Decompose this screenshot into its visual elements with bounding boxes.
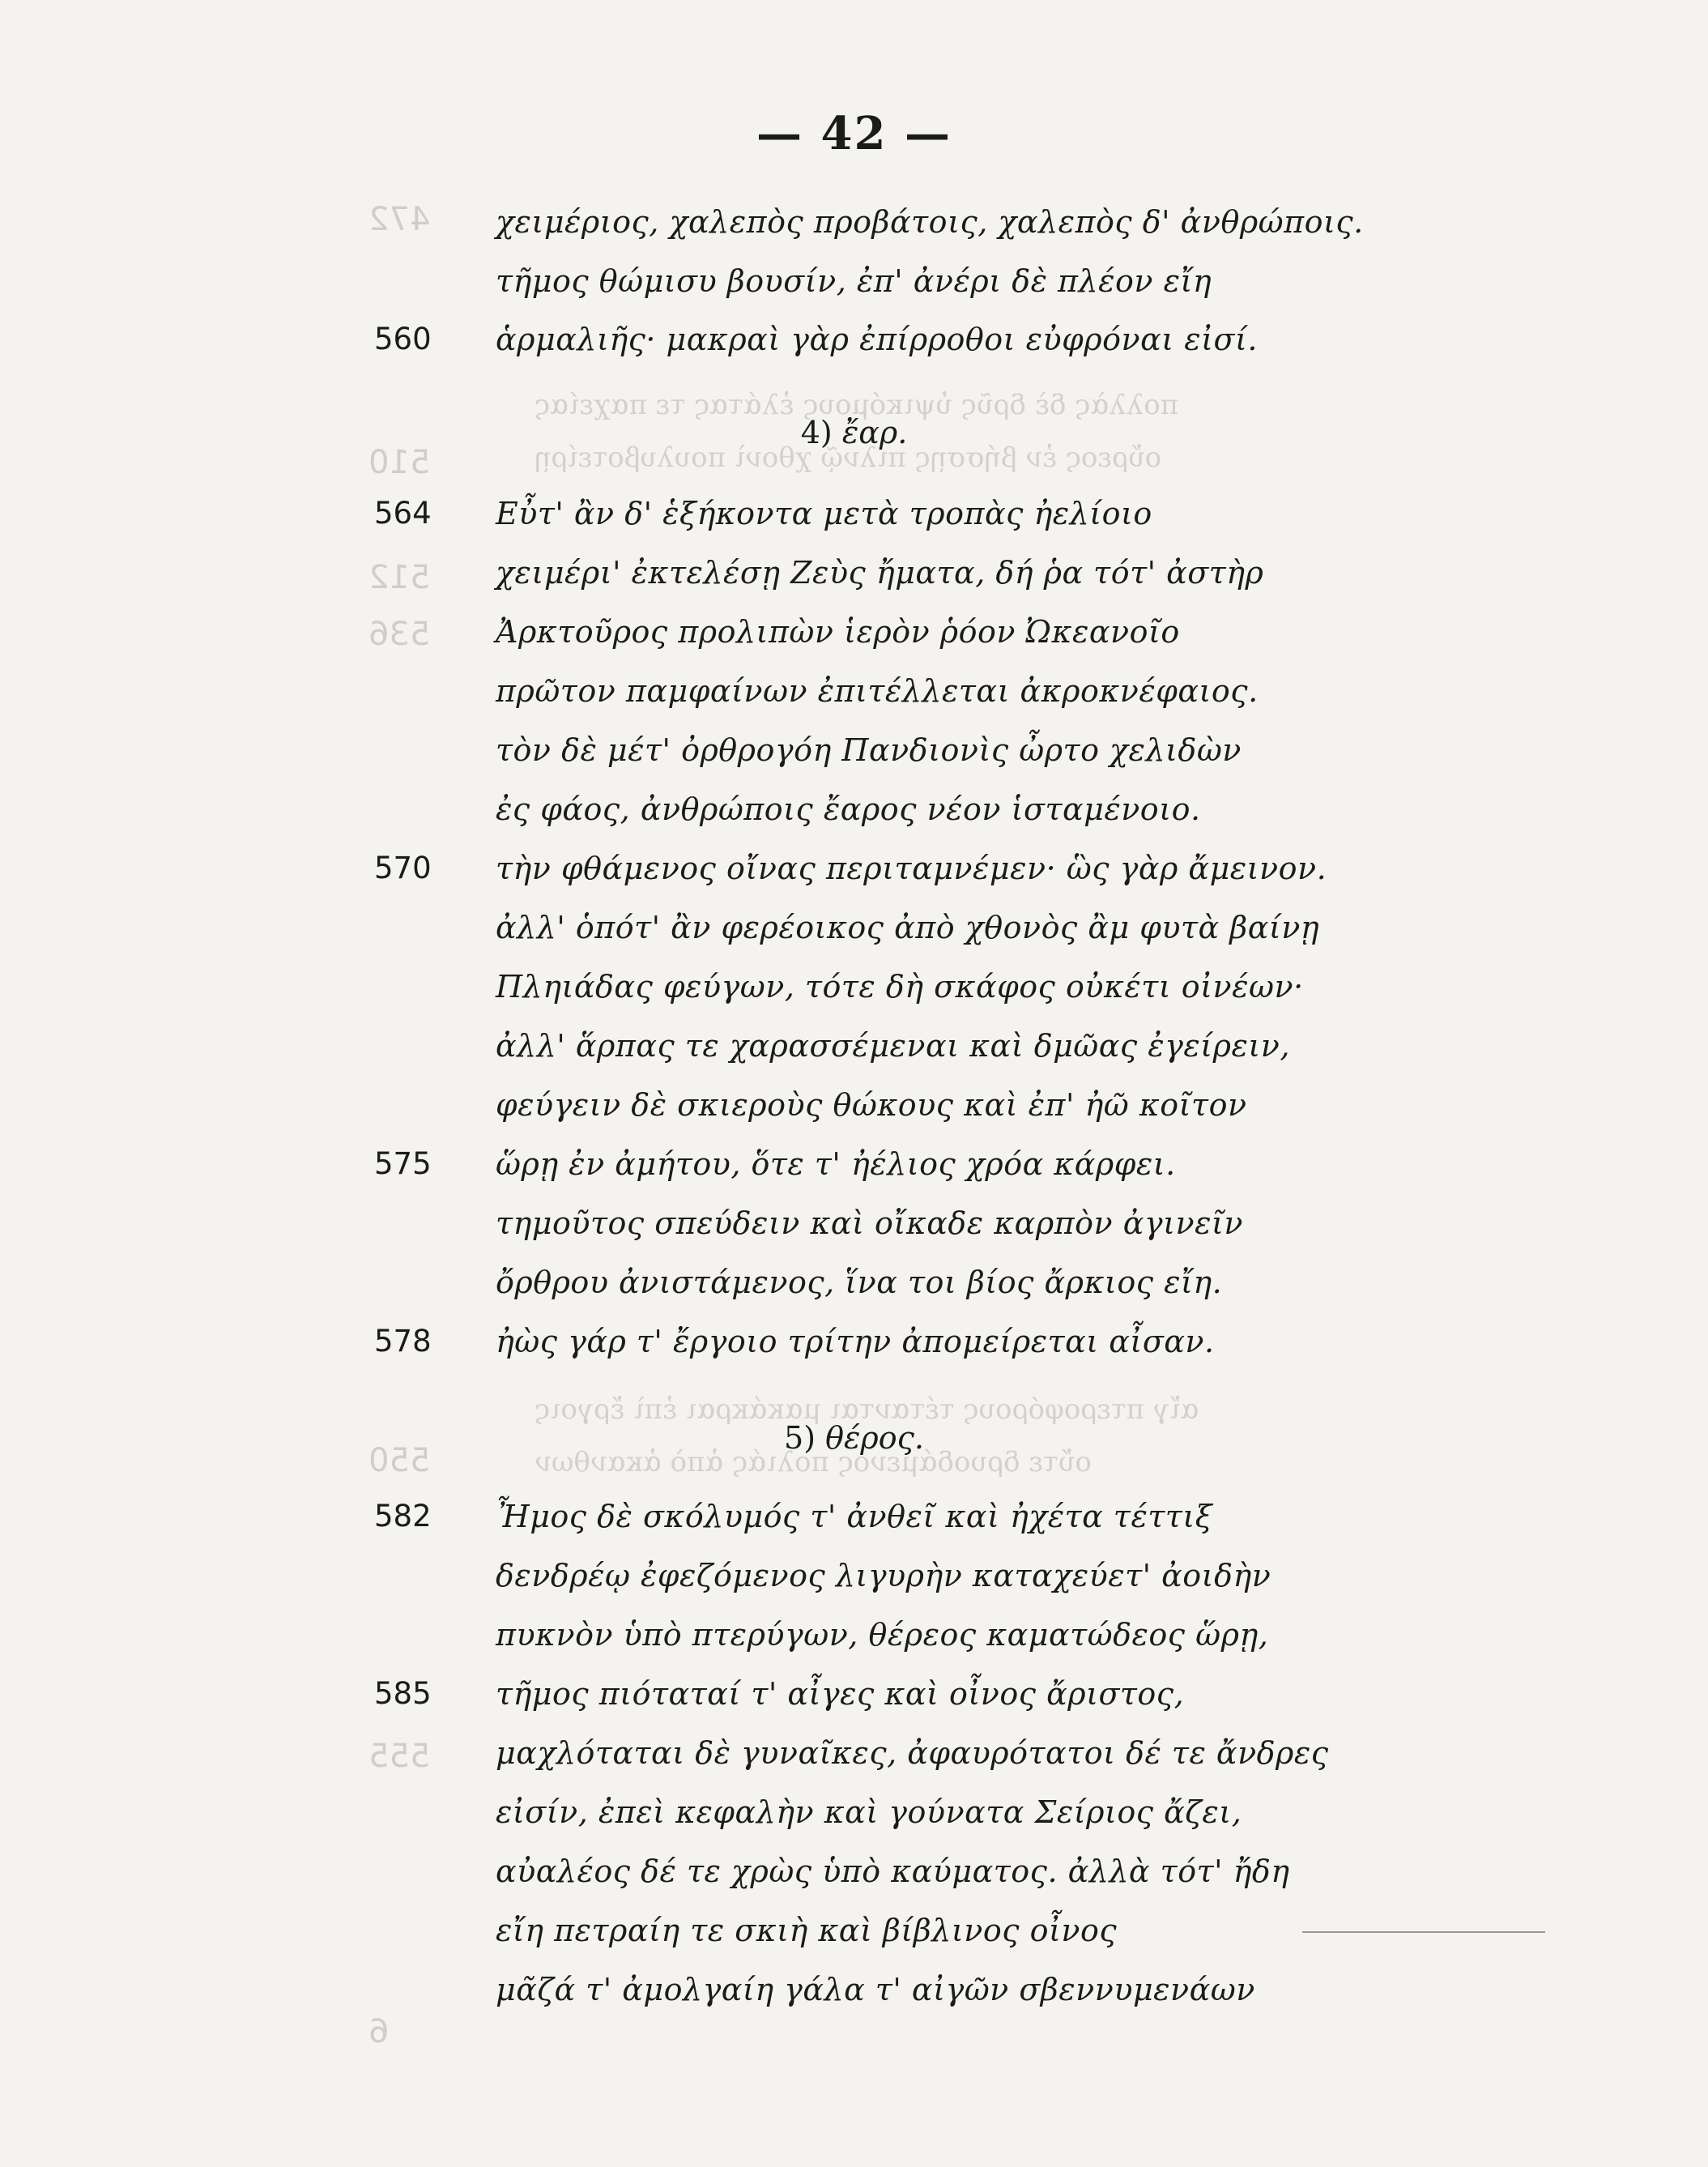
section-heading bbox=[0, 1420, 1708, 1456]
verse-line: ἁρμαλιῆς· μακραὶ γὰρ ἐπίρροθοι εὐφρόναι εἰσί. bbox=[496, 322, 1258, 357]
bleed-through: 550 bbox=[368, 1442, 431, 1479]
verse-line: Ἦμος δὲ σκόλυμός τ' ἀνθεῖ καὶ ἠχέτα τέττιξ bbox=[496, 1499, 1213, 1534]
verse-line: χειμέριος, χαλεπὸς προβάτοις, χαλεπὸς δ' ἀνθρώποις. bbox=[496, 204, 1364, 240]
footnote-divider bbox=[1302, 1931, 1545, 1933]
verse-line: ἀλλ' ὁπότ' ἂν φερέοικος ἀπὸ χθονὸς ἂμ φυτὰ βαίνῃ bbox=[496, 910, 1320, 945]
verse-line: Εὖτ' ἂν δ' ἑξήκοντα μετὰ τροπὰς ἠελίοιο bbox=[496, 496, 1152, 531]
verse-line: εἴη πετραίη τε σκιὴ καὶ βίβλινος οἶνος bbox=[496, 1913, 1118, 1948]
section-heading bbox=[0, 415, 1708, 450]
section-label: 5) bbox=[784, 1420, 816, 1456]
verse-line: ἠὼς γάρ τ' ἔργοιο τρίτην ἀπομείρεται αἶσαν. bbox=[496, 1324, 1215, 1359]
section-title: θέρος. bbox=[825, 1420, 924, 1456]
verse-line: μᾶζά τ' ἀμολγαίη γάλα τ' αἰγῶν σβεννυμενάων bbox=[496, 1972, 1255, 2007]
verse-line: πυκνὸν ὑπὸ πτερύγων, θέρεος καματώδεος ὥρῃ, bbox=[496, 1617, 1269, 1653]
bleed-through: 510 bbox=[368, 444, 431, 481]
verse-line: τὸν δὲ μέτ' ὀρθρογόη Πανδιονὶς ὦρτο χελιδὼν bbox=[496, 732, 1242, 768]
verse-line: δενδρέῳ ἐφεζόμενος λιγυρὴν καταχεύετ' ἀοιδὴν bbox=[496, 1558, 1271, 1593]
line-number: 560 bbox=[374, 322, 432, 356]
bleed-through: πολλὰς δὲ δρῦς ὑψικόμους ἐλάτας τε παχείας bbox=[535, 389, 1179, 421]
verse-line: ὄρθρου ἀνιστάμενος, ἵνα τοι βίος ἄρκιος εἴη. bbox=[496, 1265, 1223, 1300]
bleed-through: αἴγ πτεροφόρους τέτανται μακάκραι ἐπὶ ἔργοις bbox=[535, 1393, 1199, 1426]
verse-line: μαχλόταται δὲ γυναῖκες, ἀφαυρότατοι δέ τε ἄνδρες bbox=[496, 1735, 1329, 1771]
verse-line: ἀλλ' ἅρπας τε χαρασσέμεναι καὶ δμῶας ἐγείρειν, bbox=[496, 1028, 1290, 1064]
bleed-through: 555 bbox=[368, 1738, 431, 1775]
verse-line: χειμέρι' ἐκτελέσῃ Ζεὺς ἤματα, δή ῥα τότ' ἀστὴρ bbox=[496, 555, 1264, 591]
verse-line: πρῶτον παμφαίνων ἐπιτέλλεται ἀκροκνέφαιος. bbox=[496, 673, 1259, 709]
verse-line: ὥρῃ ἐν ἀμήτου, ὅτε τ' ἠέλιος χρόα κάρφει. bbox=[496, 1146, 1176, 1182]
verse-line: φεύγειν δὲ σκιεροὺς θώκους καὶ ἐπ' ἠῶ κοῖτον bbox=[496, 1087, 1247, 1123]
bleed-through: 6 bbox=[368, 2013, 390, 2050]
verse-line: ἐς φάος, ἀνθρώποις ἔαρος νέον ἱσταμένοιο. bbox=[496, 791, 1201, 827]
line-number: 564 bbox=[374, 496, 432, 531]
bleed-through: 472 bbox=[368, 201, 431, 238]
verse-line: Πληιάδας φεύγων, τότε δὴ σκάφος οὐκέτι οἰνέων· bbox=[496, 969, 1304, 1005]
bleed-through: οὔτε δρυοδάμενος πολιάς ἀπὸ ἀκανθων bbox=[535, 1446, 1092, 1478]
verse-line: τὴν φθάμενος οἴνας περιταμνέμεν· ὣς γὰρ ἄμεινον. bbox=[496, 851, 1327, 886]
section-label: 4) bbox=[800, 415, 833, 450]
verse-line: τῆμος πιόταταί τ' αἶγες καὶ οἶνος ἄριστος, bbox=[496, 1676, 1185, 1712]
line-number: 575 bbox=[374, 1146, 432, 1181]
section-title: ἔαρ. bbox=[841, 415, 908, 450]
verse-line: εἰσίν, ἐπεὶ κεφαλὴν καὶ γούνατα Σείριος ἄζει, bbox=[496, 1794, 1242, 1830]
verse-line: αὐαλέος δέ τε χρὼς ὑπὸ καύματος. ἀλλὰ τότ' ἤδη bbox=[496, 1853, 1290, 1889]
verse-line: Ἀρκτοῦρος προλιπὼν ἱερὸν ῥόον Ὠκεανοῖο bbox=[496, 614, 1180, 650]
line-number: 585 bbox=[374, 1676, 432, 1711]
verse-line: τημοῦτος σπεύδειν καὶ οἴκαδε καρπὸν ἀγινεῖν bbox=[496, 1205, 1243, 1241]
page-number: — 42 — bbox=[756, 107, 952, 160]
bleed-through: οὔρεος ἐν βήσσῃς πιλνῷ χθονὶ πουλυβοτείρῃ bbox=[535, 442, 1162, 474]
verse-line: τῆμος θώμισυ βουσίν, ἐπ' ἀνέρι δὲ πλέον εἴη bbox=[496, 263, 1212, 299]
line-number: 582 bbox=[374, 1499, 432, 1534]
bleed-through: 536 bbox=[368, 616, 431, 653]
line-number: 578 bbox=[374, 1324, 432, 1359]
bleed-through: 512 bbox=[368, 559, 431, 596]
line-number: 570 bbox=[374, 851, 432, 885]
